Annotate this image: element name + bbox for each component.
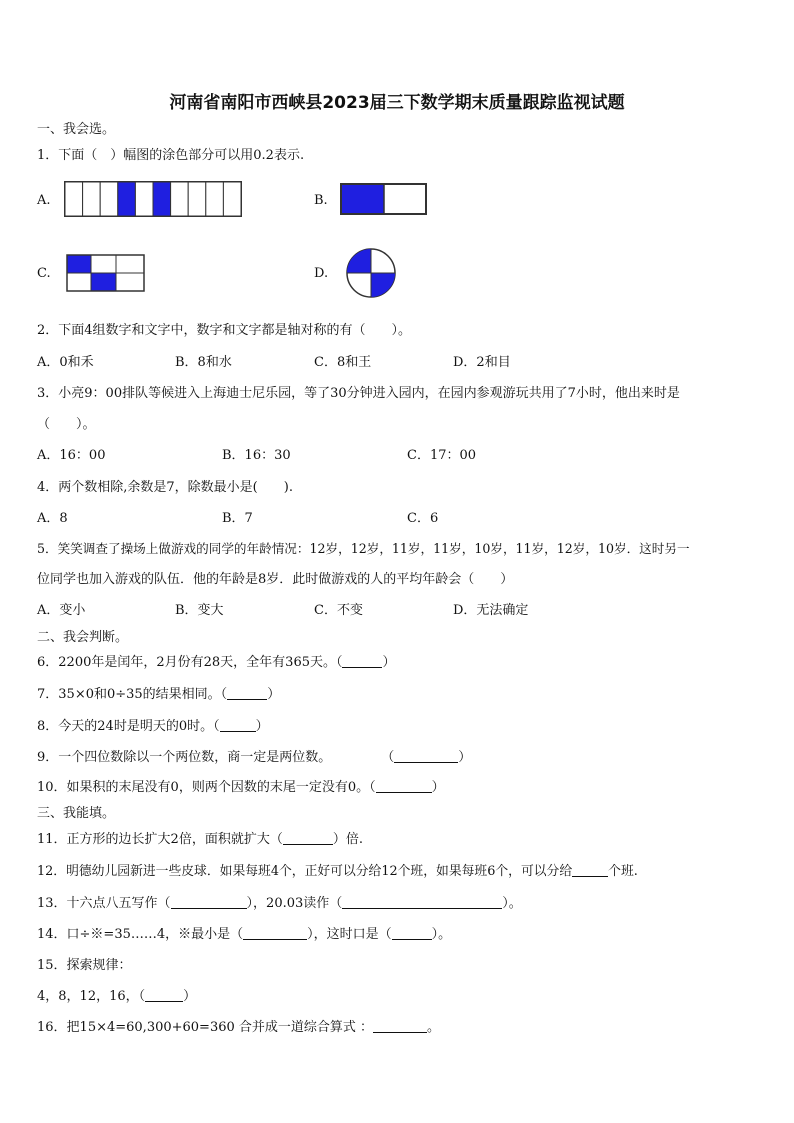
q3-option-a: A．16：00: [37, 448, 106, 463]
strip-segment: [223, 182, 241, 216]
answer-blank[interactable]: [392, 927, 432, 940]
q2-option-a: A．0和禾: [37, 355, 94, 370]
option-d-label: D.: [314, 266, 329, 281]
question-9: 9．一个四位数除以一个两位数，商一定是两位数。 （ ）: [37, 750, 472, 765]
question-13: 13．十六点八五写作（ ），20.03读作（ ）。: [37, 896, 522, 911]
option-c-label: C.: [37, 266, 51, 281]
question-11: 11．正方形的边长扩大2倍，面积就扩大（ ）倍.: [37, 832, 363, 847]
question-15: 15．探索规律：: [37, 958, 132, 973]
q2-option-b: B．8和水: [175, 355, 232, 370]
option-a-figure: [64, 181, 244, 217]
q4-option-b: B．7: [222, 511, 253, 526]
strip-segment: [135, 182, 153, 216]
answer-blank[interactable]: [394, 750, 458, 763]
strip-segment: [118, 182, 136, 216]
answer-blank[interactable]: [373, 1020, 427, 1033]
question-3-line-1: 3．小亮9：00排队等候进入上海迪士尼乐园，等了30分钟进入园内，在园内参观游玩共用了7小时，他出来时是: [37, 386, 680, 401]
q4-option-a: A．8: [37, 511, 68, 526]
strip-segment: [171, 182, 189, 216]
q5-option-c: C．不变: [314, 603, 363, 618]
question-7: 7．35×0和0÷35的结果相同。（ ）: [37, 687, 281, 702]
section-heading-choice: 一、我会选。: [37, 122, 116, 137]
question-10: 10．如果积的末尾没有0，则两个因数的末尾一定没有0。（ ）: [37, 780, 445, 795]
option-c-figure: [66, 254, 146, 292]
q4-option-c: C．6: [407, 511, 439, 526]
option-b-figure: [340, 183, 428, 215]
answer-blank[interactable]: [243, 927, 307, 940]
answer-blank[interactable]: [342, 896, 502, 909]
answer-blank[interactable]: [145, 989, 183, 1002]
answer-blank[interactable]: [227, 687, 267, 700]
question-12: 12．明德幼儿园新进一些皮球．如果每班4个，正好可以分给12个班，如果每班6个，可以分给 个班.: [37, 864, 638, 879]
strip-segment: [65, 182, 83, 216]
option-d-figure: [345, 246, 397, 300]
question-4: 4．两个数相除,余数是7，除数最小是( ).: [37, 480, 293, 495]
question-3-line-2: （ ）。: [37, 417, 96, 432]
q3-option-b: B．16：30: [222, 448, 291, 463]
q2-option-d: D．2和目: [453, 355, 511, 370]
strip-segment: [153, 182, 171, 216]
strip-segment: [100, 182, 118, 216]
answer-blank[interactable]: [342, 655, 382, 668]
strip-segments: [65, 182, 241, 216]
question-6: 6．2200年是闰年，2月份有28天，全年有365天。（ ）: [37, 655, 396, 670]
strip-segment: [188, 182, 206, 216]
question-16: 16．把15×4=60,300+60=360 合并成一道综合算式 ： 。: [37, 1020, 441, 1035]
q3-option-c: C．17：00: [407, 448, 477, 463]
question-1: 1．下面（ ）幅图的涂色部分可以用0.2表示.: [37, 148, 305, 163]
question-8: 8．今天的24时是明天的0时。（ ）: [37, 719, 269, 734]
q5-option-a: A．变小: [37, 603, 86, 618]
question-5-line-2: 位同学也加入游戏的队伍．他的年龄是8岁．此时做游戏的人的平均年龄会（ ）: [37, 572, 514, 587]
strip-segment: [206, 182, 224, 216]
q5-option-d: D．无法确定: [453, 603, 529, 618]
question-15-sequence: 4，8，12，16，（ ）: [37, 989, 197, 1004]
option-b-label: B.: [314, 193, 328, 208]
q5-option-b: B．变大: [175, 603, 224, 618]
question-2: 2．下面4组数字和文字中，数字和文字都是轴对称的有（ ）。: [37, 323, 412, 338]
page-title: 河南省南阳市西峡县2023届三下数学期末质量跟踪监视试题: [169, 93, 625, 113]
q2-option-c: C．8和王: [314, 355, 372, 370]
option-a-label: A.: [37, 193, 51, 208]
question-5-line-1: 5．笑笑调查了操场上做游戏的同学的年龄情况：12岁，12岁，11岁，11岁，10岁，11岁，12岁，10岁．这时另一: [37, 541, 690, 556]
section-heading-fill: 三、我能填。: [37, 806, 116, 821]
question-14: 14．口÷※=35……4，※最小是（ ），这时口是（ ）。: [37, 927, 452, 942]
answer-blank[interactable]: [220, 719, 256, 732]
section-heading-judge: 二、我会判断。: [37, 630, 129, 645]
answer-blank[interactable]: [572, 864, 608, 877]
answer-blank[interactable]: [283, 832, 333, 845]
strip-segment: [83, 182, 101, 216]
answer-blank[interactable]: [171, 896, 247, 909]
answer-blank[interactable]: [376, 780, 432, 793]
